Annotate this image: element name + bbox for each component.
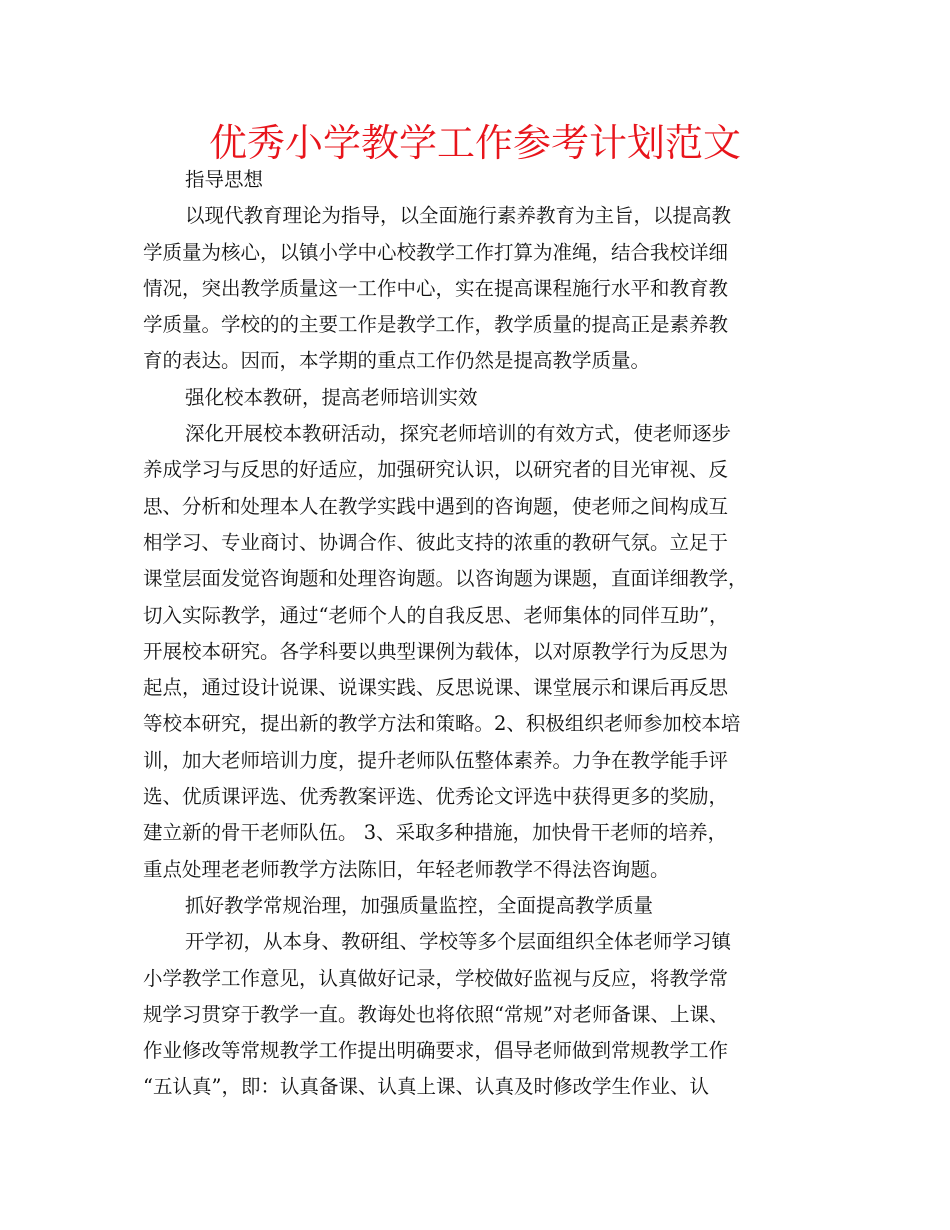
body-line: 以现代教育理论为指导，以全面施行素养教育为主旨，以提高教 <box>185 204 732 228</box>
body-line: 训，加大老师培训力度，提升老师队伍整体素养。力争在教学能手评 <box>143 748 729 772</box>
document-title: 优秀小学教学工作参考计划范文 <box>208 121 741 165</box>
body-line: 开展校本研究。各学科要以典型课例为载体，以对原教学行为反思为 <box>143 639 729 663</box>
body-line: 思、分析和处理本人在教学实践中遇到的咨询题，使老师之间构成互 <box>143 494 729 518</box>
body-line: 规学习贯穿于教学一直。教诲处也将依照“常规”对老师备课、上课、 <box>143 1002 729 1026</box>
body-line: 学质量为核心，以镇小学中心校教学工作打算为准绳，结合我校详细 <box>143 240 729 264</box>
body-line: 养成学习与反思的好适应，加强研究认识，以研究者的目光审视、反 <box>143 458 729 482</box>
body-line: 建立新的骨干老师队伍。 3、采取多种措施，加快骨干老师的培养， <box>143 821 728 845</box>
body-line: 切入实际教学，通过“老师个人的自我反思、老师集体的同伴互助”， <box>143 603 729 627</box>
body-line: 课堂层面发觉咨询题和处理咨询题。以咨询题为课题，直面详细教学， <box>143 567 748 591</box>
body-line: 育的表达。因而，本学期的重点工作仍然是提高教学质量。 <box>143 349 651 373</box>
body-line: 小学教学工作意见，认真做好记录，学校做好监视与反应，将教学常 <box>143 966 729 990</box>
body-line: “五认真”，即：认真备课、认真上课、认真及时修改学生作业、认 <box>143 1075 709 1099</box>
body-line: 作业修改等常规教学工作提出明确要求，倡导老师做到常规教学工作 <box>143 1039 729 1063</box>
body-line: 情况，突出教学质量这一工作中心，实在提高课程施行水平和教育教 <box>143 276 729 300</box>
body-line: 起点，通过设计说课、说课实践、反思说课、课堂展示和课后再反思 <box>143 676 729 700</box>
body-line: 深化开展校本教研活动，探究老师培训的有效方式，使老师逐步 <box>185 422 732 446</box>
body-line: 抓好教学常规治理，加强质量监控，全面提高教学质量 <box>185 893 654 917</box>
body-line: 重点处理老老师教学方法陈旧，年轻老师教学不得法咨询题。 <box>143 857 670 881</box>
body-line: 开学初，从本身、教研组、学校等多个层面组织全体老师学习镇 <box>185 930 732 954</box>
body-line: 选、优质课评选、优秀教案评选、优秀论文评选中获得更多的奖励， <box>143 785 729 809</box>
document-body <box>143 162 813 1106</box>
body-line: 强化校本教研，提高老师培训实效 <box>185 385 478 409</box>
body-line: 指导思想 <box>185 168 264 191</box>
body-line: 相学习、专业商讨、协调合作、彼此支持的浓重的教研气氛。立足于 <box>143 530 729 554</box>
body-line: 学质量。学校的的主要工作是教学工作，教学质量的提高正是素养教 <box>143 313 729 337</box>
body-line: 等校本研究，提出新的教学方法和策略。2、积极组织老师参加校本培 <box>143 712 741 736</box>
